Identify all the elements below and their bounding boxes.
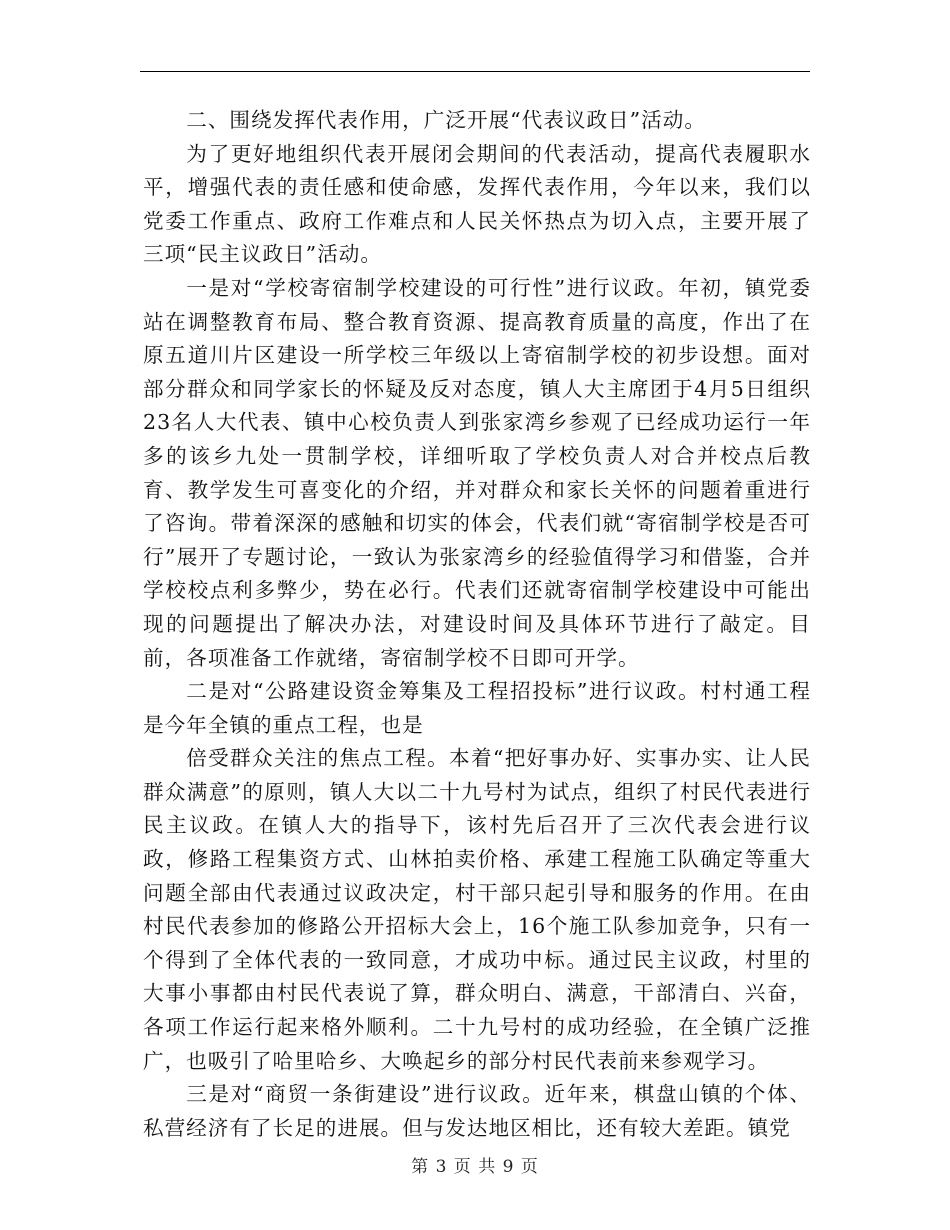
paragraph-item-two-continued: 倍受群众关注的焦点工程。本着“把好事办好、实事办实、让人民群众满意”的原则，镇人大以二十九号村为试点，组织了村民代表进行民主议政。在镇人大的指导下，该村先后召开了三次代表会进行议政，修路工程集资方式、山林拍卖价格、承建工程施工队确定等重大问题全部由代表通过议政决定，村干部只起引导和服务的作用。在由村民代表参加的修路公开招标大会上，16个施工队参加竞争，只有一个得到了全体代表的一致同意，才成功中标。通过民主议政，村里的大事小事都由村民代表说了算，群众明白、满意，干部清白、兴奋，各项工作运行起来格外顺利。二十九号村的成功经验，在全镇广泛推广，也吸引了哈里哈乡、大唤起乡的部分村民代表前来参观学习。: [143, 746, 811, 1073]
section-heading: 二、围绕发挥代表作用，广泛开展“代表议政日”活动。: [186, 108, 706, 132]
document-body: [143, 104, 811, 1145]
header-rule: [140, 71, 810, 72]
paragraph-item-two: 二是对“公路建设资金筹集及工程招投标”进行议政。村村通工程是今年全镇的重点工程，也是: [143, 679, 811, 737]
page-number: 第 3 页 共 9 页: [411, 1157, 539, 1177]
paragraph-item-one: 一是对“学校寄宿制学校建设的可行性”进行议政。年初，镇党委站在调整教育布局、整合教育资源、提高教育质量的高度，作出了在原五道川片区建设一所学校三年级以上寄宿制学校的初步设想。面对部分群众和同学家长的怀疑及反对态度，镇人大主席团于4月5日组织23名人大代表、镇中心校负责人到张家湾乡参观了已经成功运行一年多的该乡九处一贯制学校，详细听取了学校负责人对合并校点后教育、教学发生可喜变化的介绍，并对群众和家长关怀的问题着重进行了咨询。带着深深的感触和切实的体会，代表们就“寄宿制学校是否可行”展开了专题讨论，一致认为张家湾乡的经验值得学习和借鉴，合并学校校点利多弊少，势在必行。代表们还就寄宿制学校建设中可能出现的问题提出了解决办法，对建设时间及具体环节进行了敲定。目前，各项准备工作就绪，寄宿制学校不日即可开学。: [143, 275, 811, 670]
paragraph-item-three: 三是对“商贸一条街建设”进行议政。近年来，棋盘山镇的个体、私营经济有了长足的进展。但与发达地区相比，还有较大差距。镇党: [143, 1082, 811, 1140]
paragraph-intro: 为了更好地组织代表开展闭会期间的代表活动，提高代表履职水平，增强代表的责任感和使命感，发挥代表作用，今年以来，我们以党委工作重点、政府工作难点和人民关怀热点为切入点，主要开展了三项“民主议政日”活动。: [143, 141, 811, 267]
